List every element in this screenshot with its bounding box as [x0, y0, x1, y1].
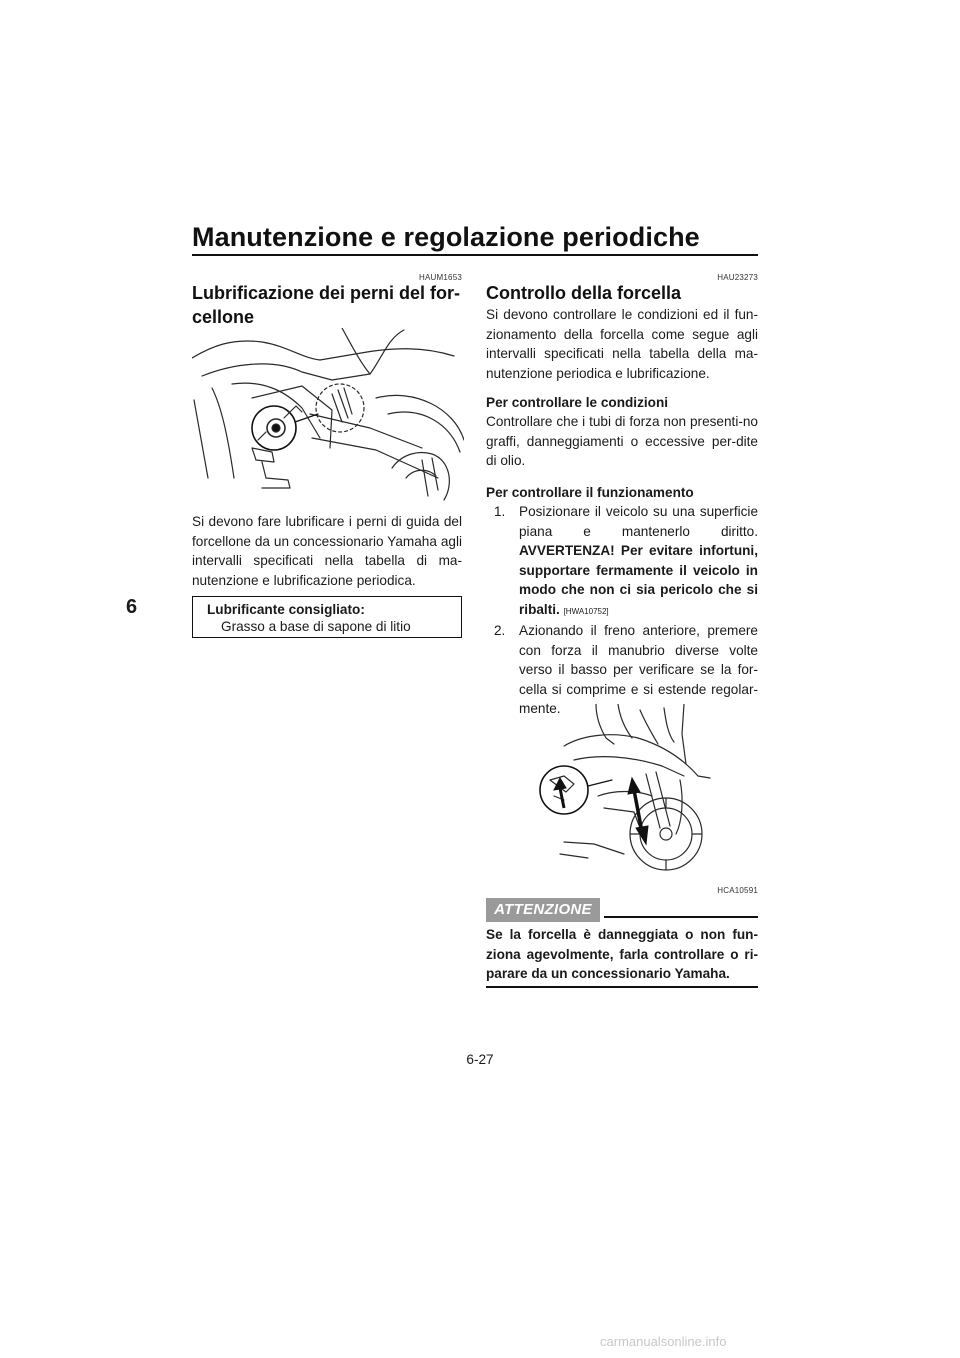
- step-number: 2.: [494, 623, 506, 638]
- swingarm-pivot-illustration: [192, 328, 464, 504]
- warning-code: [HWA10752]: [563, 606, 609, 616]
- condition-text: Controllare che i tubi di forza non presenti-no graffi, danneggiamenti o eccessive per-dite di olio.: [486, 414, 758, 469]
- condition-heading: Per controllare le condizioni: [486, 395, 669, 410]
- page-title: Manutenzione e regolazione periodiche: [192, 222, 700, 252]
- section-code: HAUM1653: [419, 273, 462, 282]
- section-heading-swingarm: Lubrificazione dei perni del for- cellone: [192, 283, 461, 327]
- function-heading: Per controllare il funzionamento: [486, 485, 694, 500]
- watermark: carmanualsonline.info: [600, 1334, 727, 1349]
- warning-text: AVVERTENZA! Per evitare infortuni, supportare fermamente il veicolo in modo che non ci sia pericolo che si ribalti.: [519, 543, 758, 617]
- step-text: Azionando il freno anteriore, premere con forza il manubrio diverse volte verso il basso per verificare se la for-cella si comprime e si estende regolar-mente.: [519, 623, 758, 717]
- attention-rule-bottom: [486, 986, 758, 988]
- page-number: 6-27: [466, 1052, 494, 1067]
- lubricant-label: Lubrificante consigliato:: [207, 602, 365, 617]
- swingarm-paragraph: Si devono fare lubrificare i perni di guida del forcellone da un concessionario Yamaha agli intervalli specificati nella tabella di ma-nutenzione e lubrificazione periodica.: [192, 514, 462, 588]
- step-number: 1.: [494, 504, 506, 519]
- recommended-lubricant-box: [192, 596, 462, 638]
- chapter-tab: 6: [126, 596, 138, 618]
- step-1: [486, 502, 758, 622]
- attention-badge: ATTENZIONE: [486, 898, 600, 922]
- attention-text: Se la forcella è danneggiata o non fun-ziona agevolmente, farla controllare o ri-parare da un concessionario Yamaha.: [486, 927, 758, 982]
- title-rule: [192, 254, 758, 256]
- figure-code: HCA10591: [717, 886, 758, 895]
- step-text: Posizionare il veicolo su una superficie piana e mantenerlo diritto.: [519, 504, 758, 539]
- attention-rule-top: [604, 916, 758, 918]
- fork-check-illustration: [534, 704, 716, 880]
- fork-paragraph: Si devono controllare le condizioni ed il fun-zionamento della forcella come segue agli intervalli specificati nella tabella della ma-nutenzione periodica e lubrificazione.: [486, 307, 758, 381]
- lubricant-value: Grasso a base di sapone di litio: [221, 619, 411, 634]
- section-code: HAU23273: [717, 273, 758, 282]
- section-heading-fork: Controllo della forcella: [486, 283, 682, 303]
